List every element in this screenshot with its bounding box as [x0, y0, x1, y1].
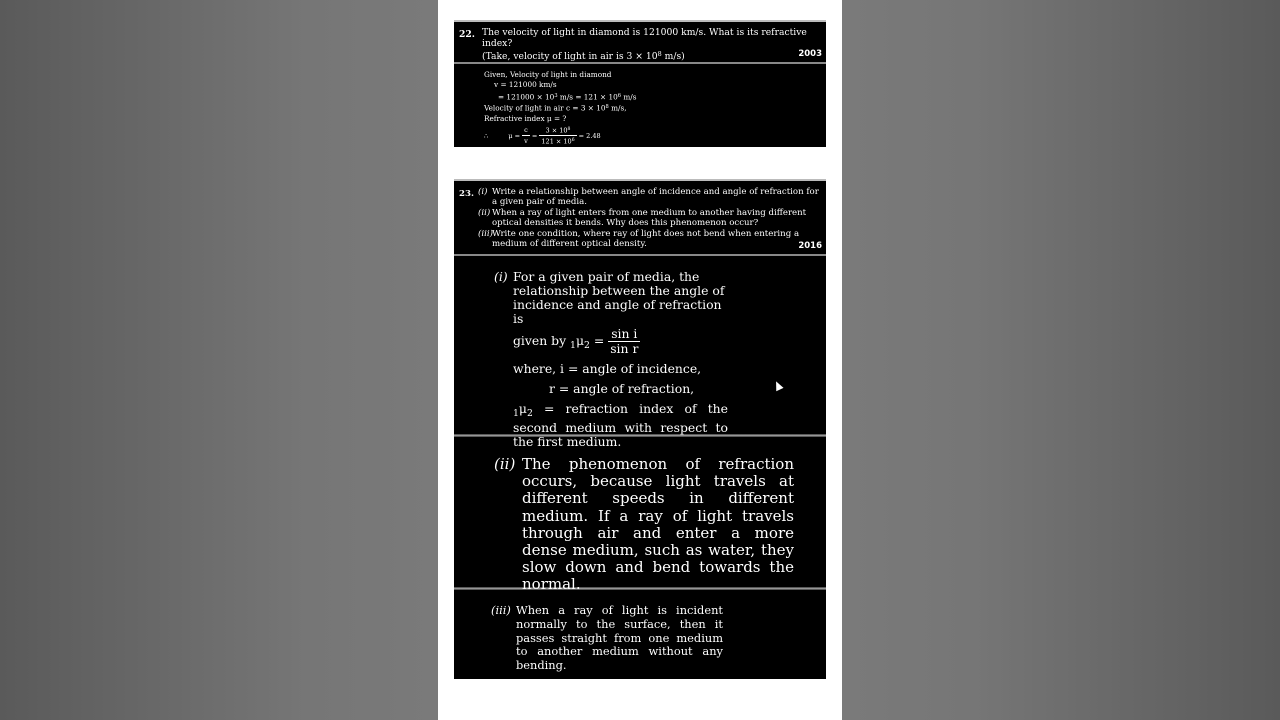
snell-law-formula: given by $_1\mu_2$ = $\frac{\text{sin i}}{\text{sin r}}$	[513, 326, 639, 356]
answer-part-i: (i) For a given pair of media, the relationship between the angle of incidence and angle of refraction is given by $_1\mu_2$ = $\frac{\text{sin i}}{\text{sin r}}$ where, i = angle of incidence, r = angle of refraction, $_1\mu_2$ = refraction index of the second medium with respect to the first medium.	[454, 256, 826, 434]
answer-part-ii: (ii) The phenomenon of refraction occurs, because light travels at different speeds in different medium. If a ray of light travels through air and enter a more dense medium, such as water, they slow down and bend towards the normal.	[494, 455, 794, 594]
part-label: (ii)	[494, 455, 516, 473]
question-23-panel	[454, 179, 826, 679]
question-number: 23.	[459, 189, 474, 199]
question-number: 22.	[459, 29, 475, 40]
question-text: The velocity of light in diamond is 121000 km/s. What is its refractive index? (Take, velocity of light in air is $3 \times 10^8$ m/s)	[482, 27, 807, 63]
answer-part-iii: (iii) When a ray of light is incident normally to the surface, then it passes straight from one medium to another medium without any bending.	[491, 603, 723, 673]
part-label: (iii)	[491, 603, 511, 617]
question-22-header	[454, 20, 826, 64]
blurred-background-left	[0, 0, 438, 720]
solution-22: Given, Velocity of light in diamond v = 121000 km/s = $121000 \times 10^3$ $m/s = 121 \times 10^6$ m/s Velocity of light in air $c = 3 \times 10^8$ m/s, Refractive index μ = ? ∴ μ = $\frac{c}{v}$ = $\frac{3 \times 10^8}{121 \times 10^6}$ = 2.48	[484, 70, 637, 146]
question-22-panel	[454, 20, 826, 147]
blurred-background-right	[842, 0, 1280, 720]
year-badge: 2016	[798, 240, 822, 251]
year-badge: 2003	[798, 48, 822, 59]
part-label: (i)	[494, 269, 508, 284]
question-23-header: 23. (i) Write a relationship between angle of incidence and angle of refraction for a given pair of media. (ii) When a ray of light enters from one medium to another having different optical densities it bends. Why does this phenomenon occur? (iii) Write one condition, where ray of light does not bend when entering a medium of different optical density. 2016	[454, 179, 826, 256]
